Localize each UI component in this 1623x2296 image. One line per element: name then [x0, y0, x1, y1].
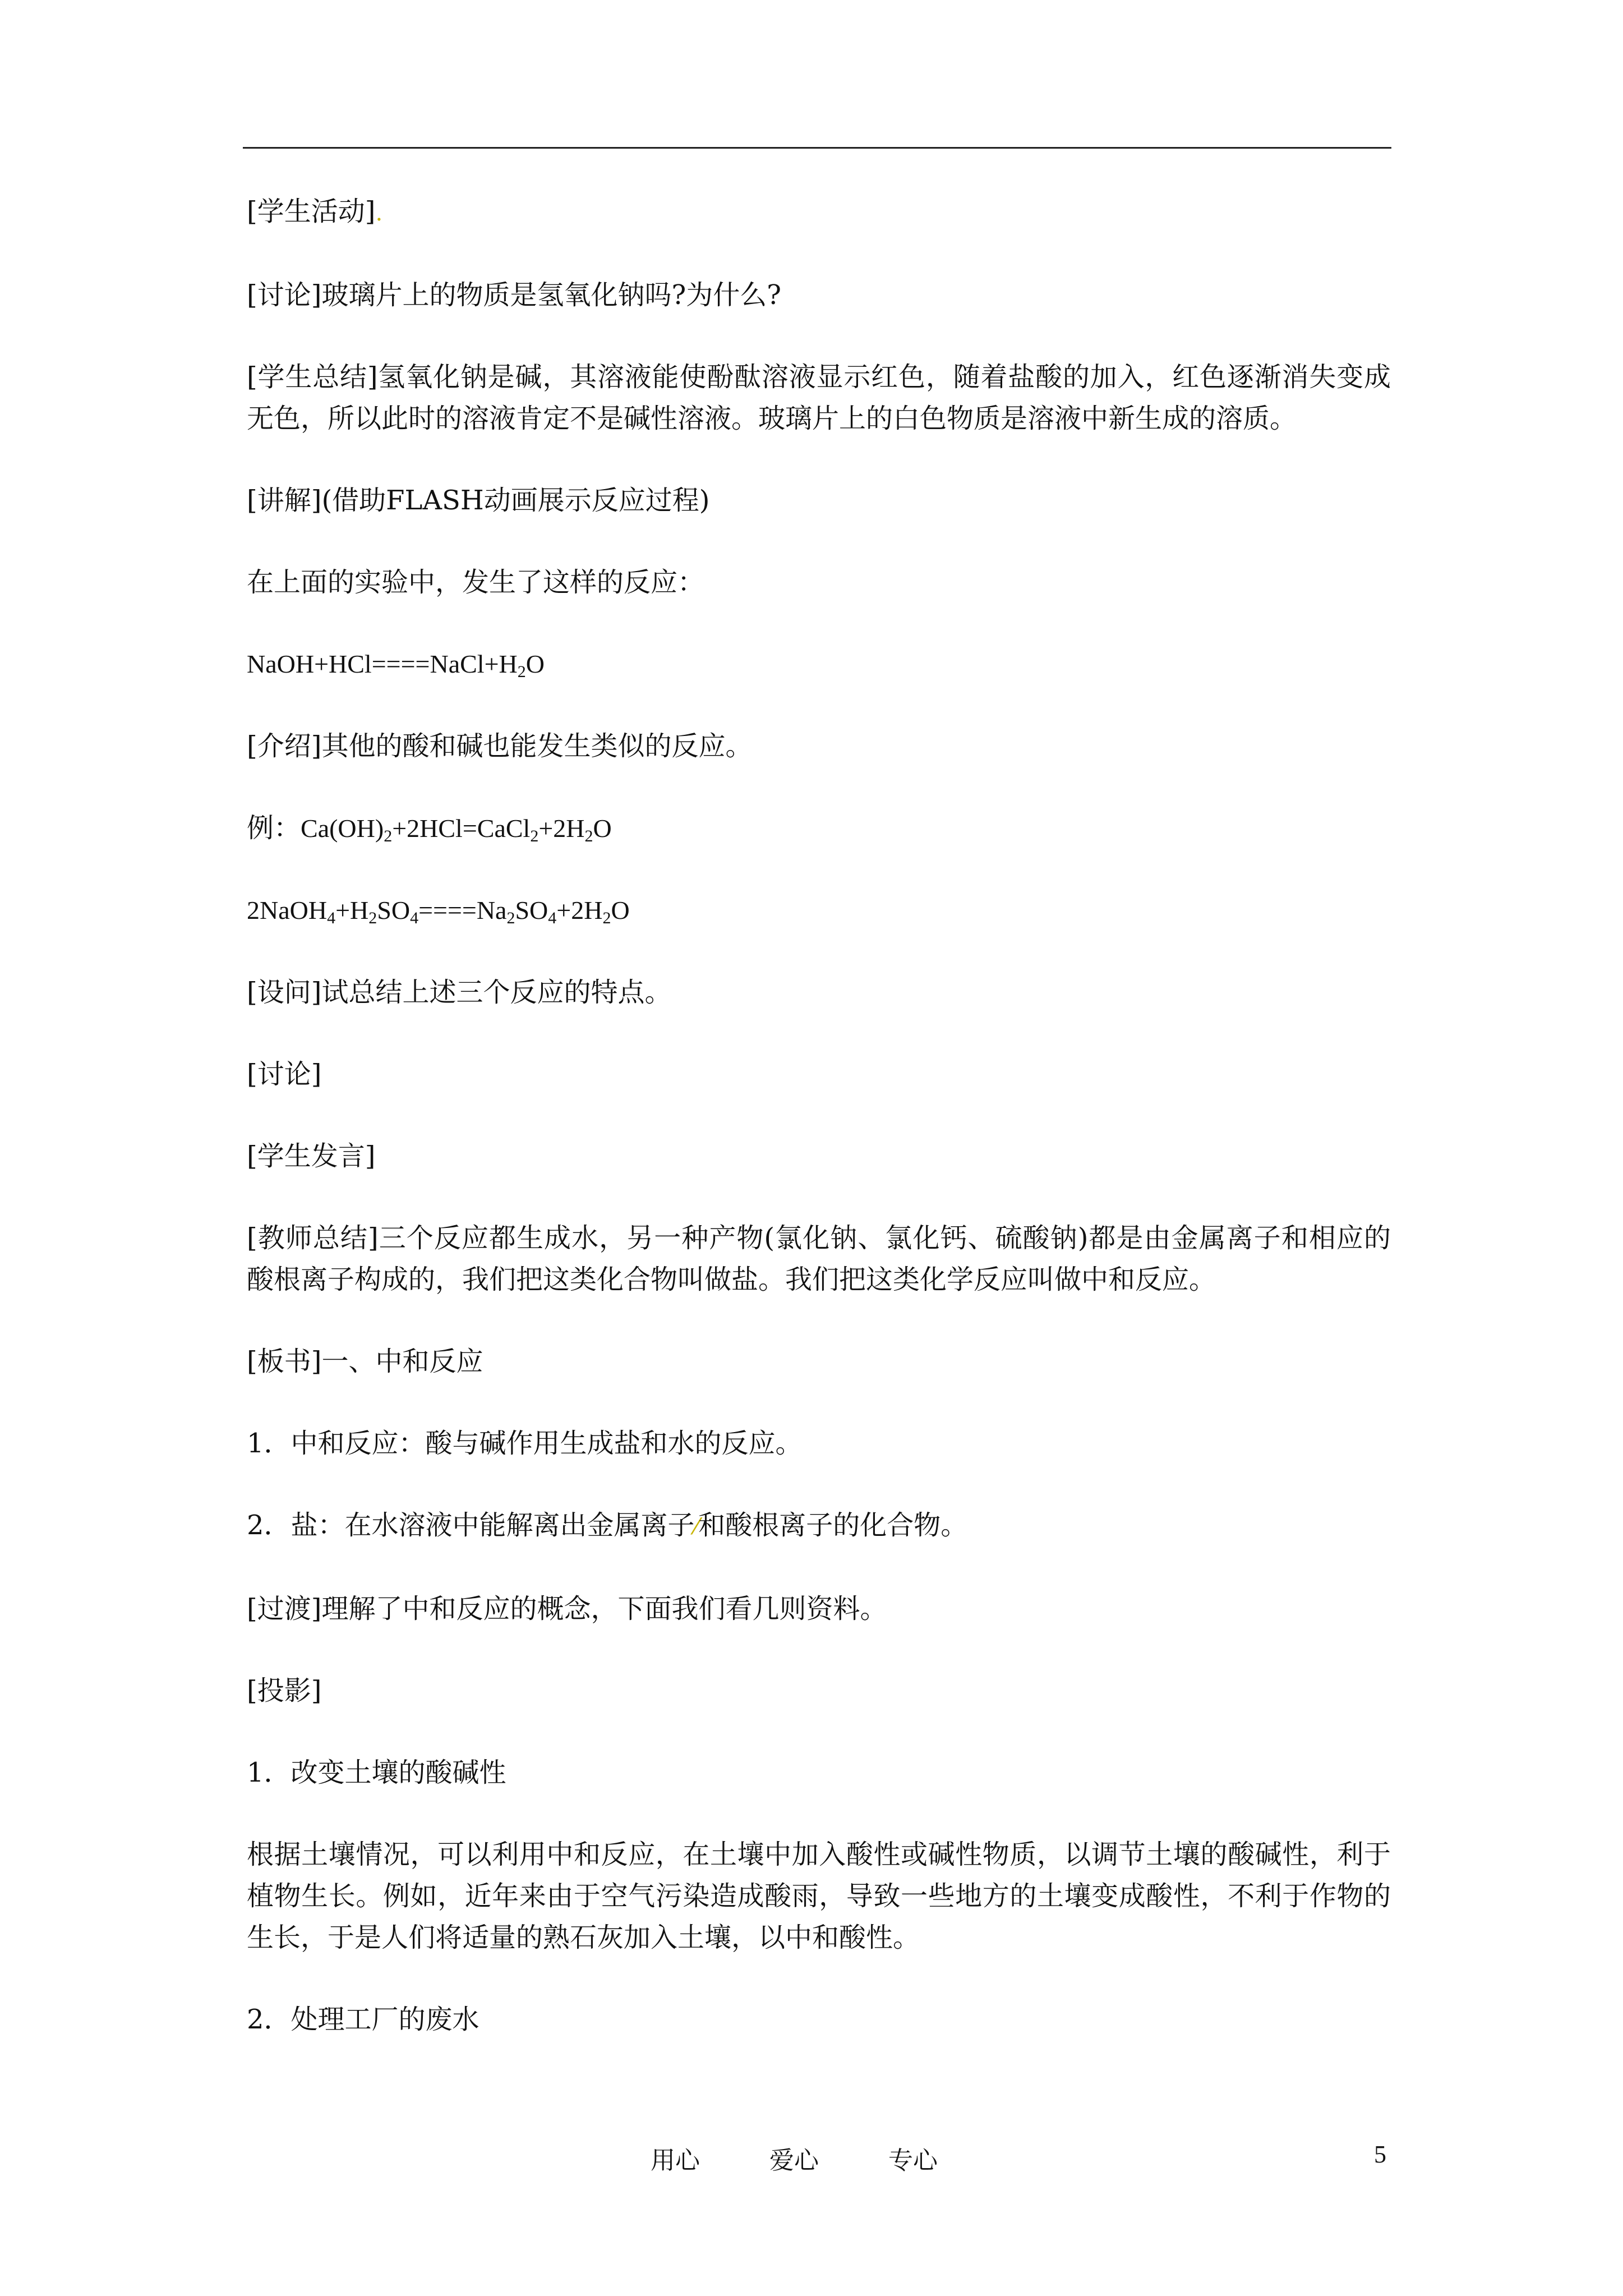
equation-naoh-hcl: $NaOH+HCl====NaCl+H_2O$ — [247, 650, 545, 681]
paragraph-board-heading: [板书]一、中和反应 — [247, 1346, 483, 1377]
equation-naoh-h2so4: $2NaOH_4+H_2SO_4====Na_2SO_4+2H_2O$ — [247, 896, 630, 927]
paragraph-question: [设问]试总结上述三个反应的特点。 — [247, 977, 672, 1008]
paragraph-soil-detail: 根据土壤情况，可以利用中和反应，在土壤中加入酸性或碱性物质，以调节土壤的酸碱性，利于植物生长。例如，近年来由于空气污染造成酸雨，导致一些地方的土壤变成酸性，不利于作物的生长，于是人们将适量的熟石灰加入土壤，以中和酸性。 — [247, 1839, 1391, 1953]
student-activity-text: [学生活动] — [247, 196, 376, 227]
stray-mark: ⁄ — [694, 1514, 699, 1540]
footer-motto — [651, 2140, 999, 2176]
paragraph-discussion: [讨论] — [247, 1059, 322, 1090]
footer-motto-2: 爱心 — [769, 2146, 819, 2175]
paragraph-student-summary: [学生总结]氢氧化钠是碱，其溶液能使酚酞溶液显示红色，随着盐酸的加入，红色逐渐消失变成无色，所以此时的溶液肯定不是碱性溶液。玻璃片上的白色物质是溶液中新生成的溶质。 — [247, 361, 1391, 434]
paragraph-student-speech: [学生发言] — [247, 1140, 376, 1172]
paragraph-student-activity — [247, 191, 1391, 234]
paragraph-introduction: [介绍]其他的酸和碱也能发生类似的反应。 — [247, 730, 753, 762]
document-body — [247, 191, 1391, 2081]
paragraph-item-wastewater: 2．处理工厂的废水 — [247, 2004, 479, 2035]
paragraph-reaction-intro: 在上面的实验中，发生了这样的反应： — [247, 567, 705, 598]
paragraph-projection: [投影] — [247, 1675, 322, 1706]
footer-motto-1: 用心 — [651, 2146, 700, 2175]
equation-caoh2-hcl: 例：$Ca(OH)_2+2HCl=CaCl_2+2H_2O$ — [247, 812, 612, 845]
paragraph-explanation: [讲解](借助FLASH动画展示反应过程) — [247, 485, 710, 516]
paragraph-teacher-summary: [教师总结]三个反应都生成水，另一种产物(氯化钠、氯化钙、硫酸钠)都是由金属离子和相应的酸根离子构成的，我们把这类化合物叫做盐。我们把这类化学反应叫做中和反应。 — [247, 1222, 1391, 1295]
paragraph-item-soil: 1．改变土壤的酸碱性 — [247, 1757, 506, 1788]
paragraph-definition-neutralization: 1．中和反应：酸与碱作用生成盐和水的反应。 — [247, 1428, 803, 1459]
page-footer — [0, 2140, 1623, 2179]
paragraph-definition-salt: 2．盐：在水溶液中能解离出金属离子⁄和酸根离子的化合物。 — [247, 1510, 968, 1541]
header-rule — [243, 147, 1391, 149]
page-number: 5 — [1374, 2141, 1386, 2168]
footer-motto-3: 专心 — [888, 2146, 938, 2175]
stray-mark: . — [375, 200, 383, 226]
paragraph-transition: [过渡]理解了中和反应的概念，下面我们看几则资料。 — [247, 1593, 887, 1625]
paragraph-discussion-question: [讨论]玻璃片上的物质是氢氧化钠吗?为什么? — [247, 279, 781, 311]
